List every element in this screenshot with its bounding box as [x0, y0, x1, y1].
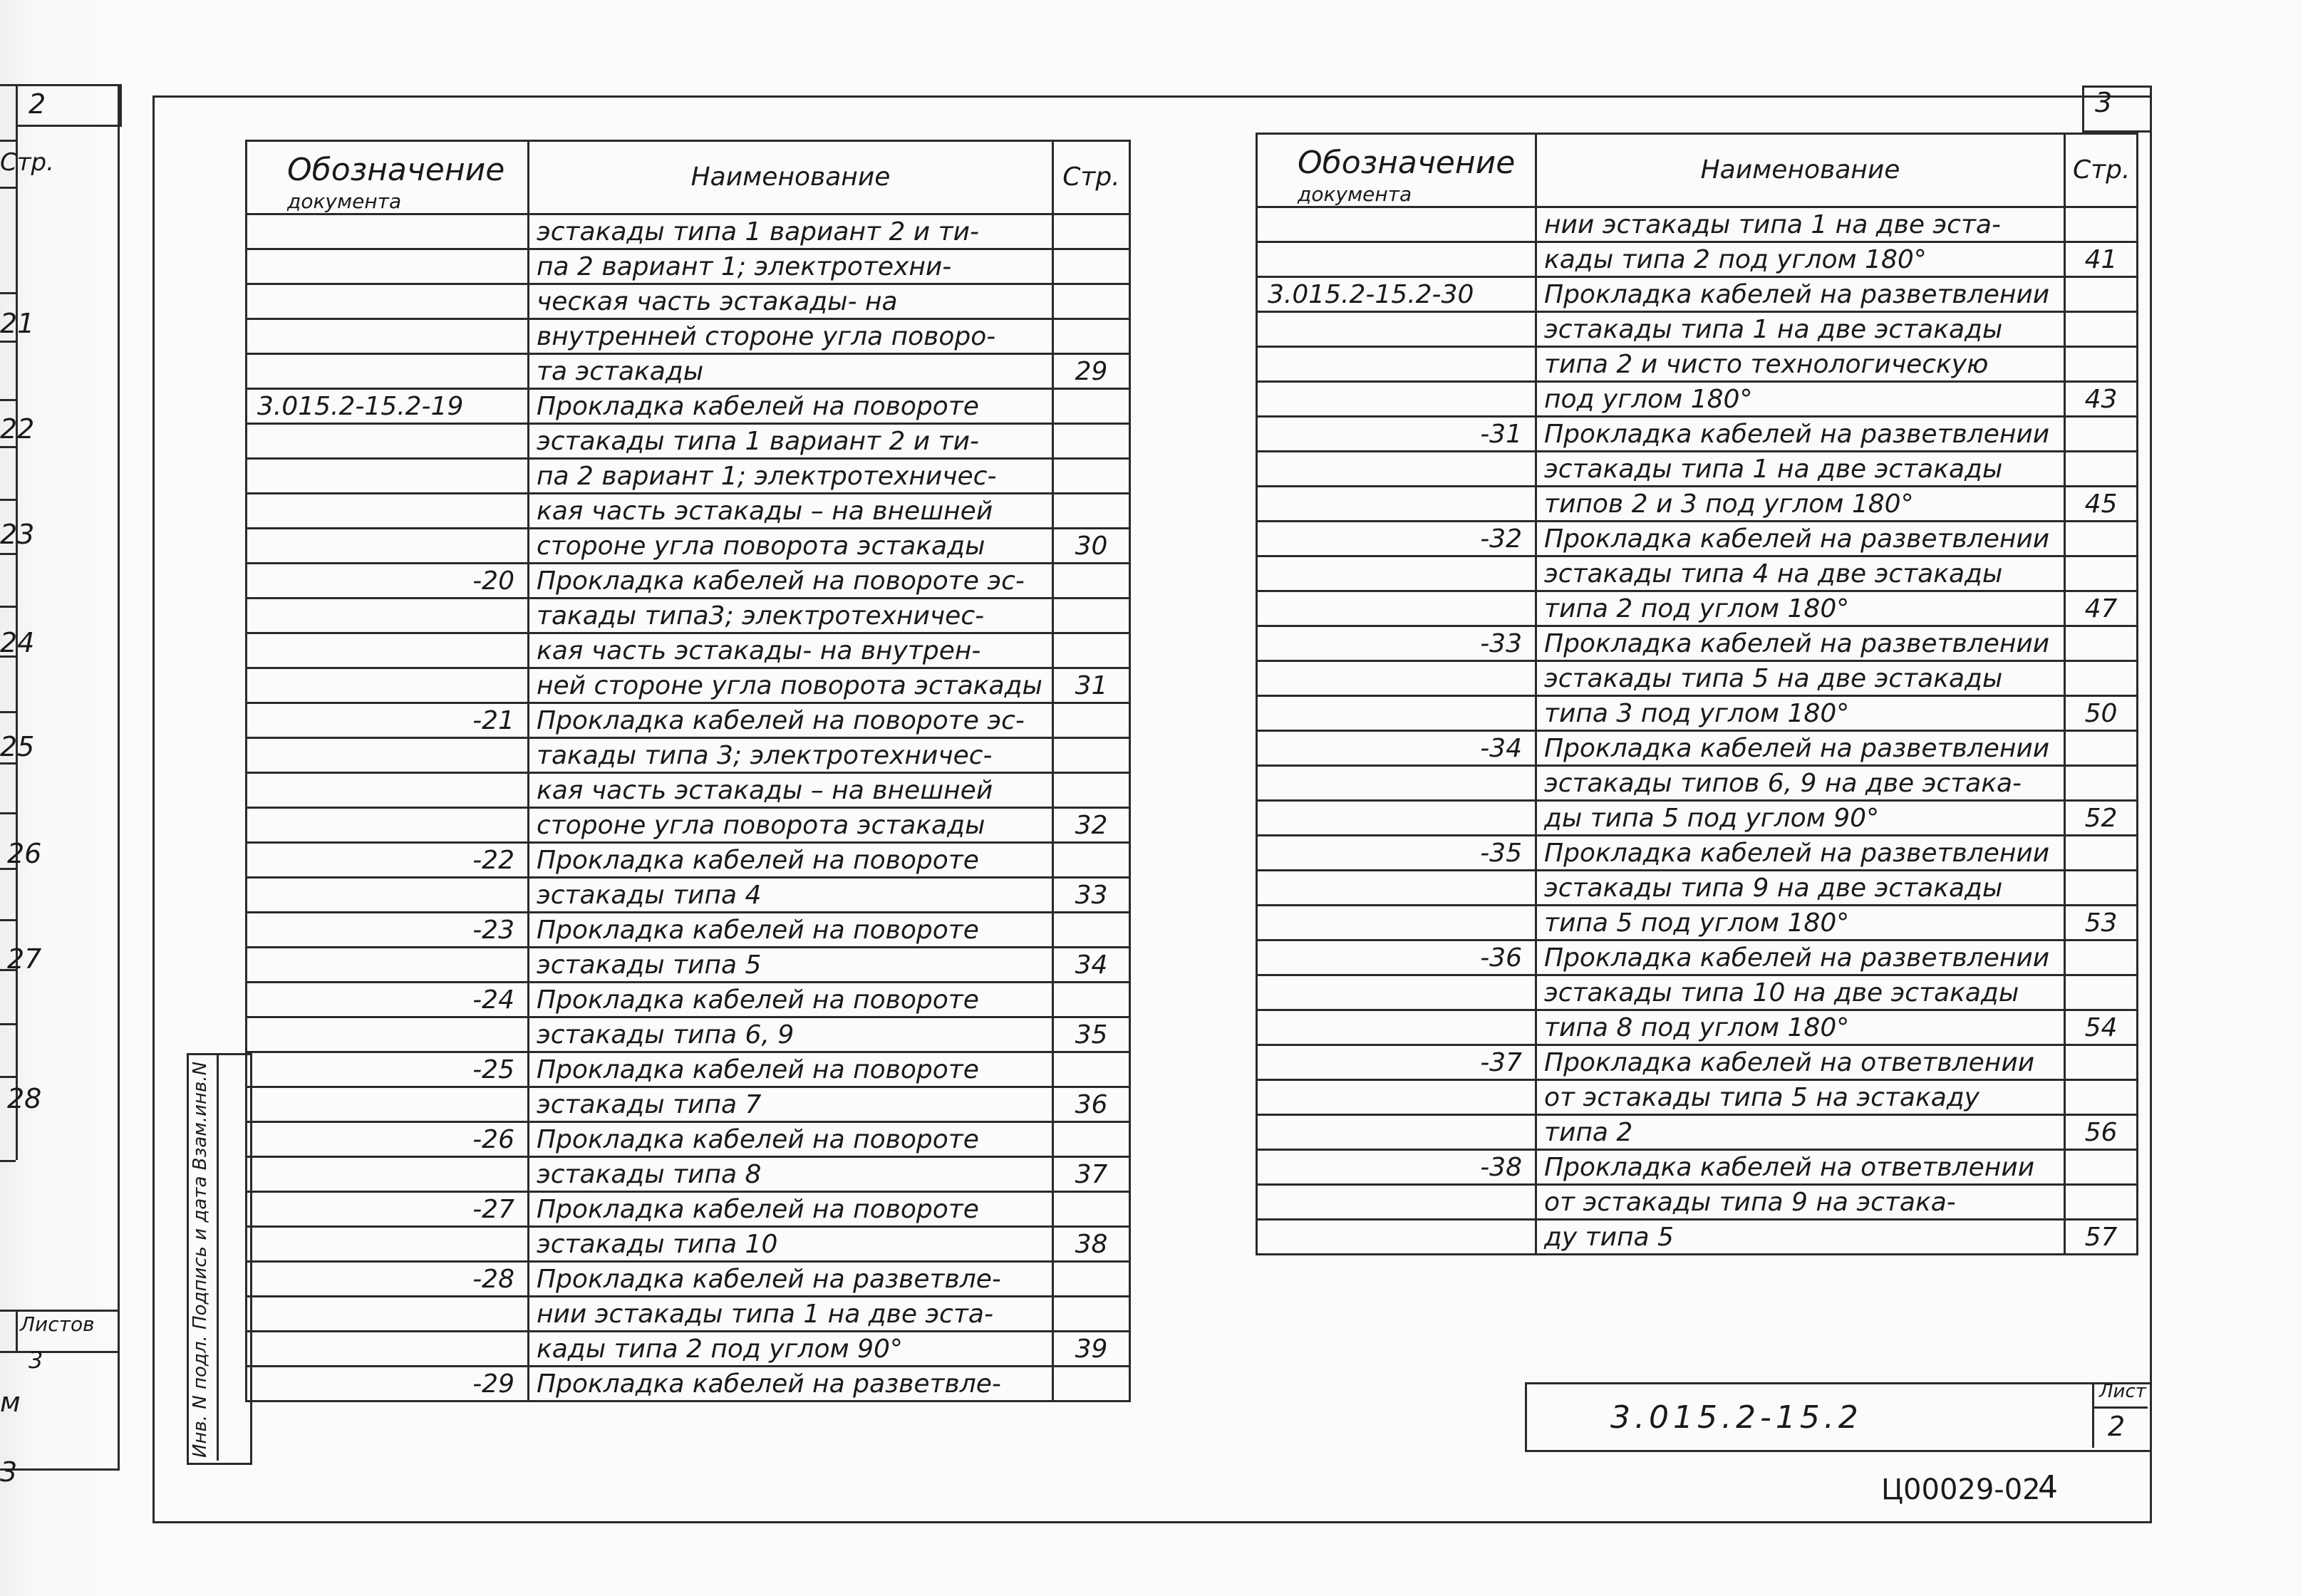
page-cell [2065, 1080, 2138, 1115]
page-cell: 54 [2065, 1010, 2138, 1045]
table-row [247, 319, 1130, 354]
previous-page-number: 27 [7, 943, 42, 975]
designation-cell: -24 [247, 983, 529, 1017]
page-cell [2065, 871, 2138, 906]
page-cell: 47 [2065, 591, 2138, 626]
name-cell: Прокладка кабелей на разветвлении [1536, 626, 2065, 661]
table-row [247, 529, 1130, 564]
designation-cell [1257, 1080, 1536, 1115]
designation-cell: -32 [1257, 522, 1536, 556]
table-row [247, 1227, 1130, 1262]
designation-cell: 3.015.2-15.2-30 [1257, 277, 1536, 312]
name-cell: эстакады типа 1 на две эстакады [1536, 312, 2065, 347]
name-cell: от эстакады типа 5 на эстакаду [1536, 1080, 2065, 1115]
page-cell [2065, 975, 2138, 1010]
name-cell: эстакады типа 7 [529, 1087, 1053, 1122]
designation-cell [247, 354, 529, 389]
archive-code: Ц00029-02 [1881, 1473, 2041, 1506]
page-cell [2065, 626, 2138, 661]
name-cell: Прокладка кабелей на разветвлении [1536, 940, 2065, 975]
designation-cell: -34 [1257, 731, 1536, 766]
table-row [1257, 871, 2138, 906]
name-cell: Прокладка кабелей на повороте эс- [529, 703, 1053, 738]
designation-cell [247, 249, 529, 284]
sheet-label: Лист [2099, 1381, 2146, 1402]
table-row [1257, 452, 2138, 487]
name-cell: эстакады типа 6, 9 [529, 1017, 1053, 1052]
sheets-count-value: 3 [29, 1347, 43, 1374]
table-row [1257, 242, 2138, 277]
table-row [1257, 1220, 2138, 1255]
page-cell [1053, 598, 1130, 633]
designation-cell [247, 494, 529, 529]
previous-title-fragment: м [0, 1387, 21, 1418]
page-cell: 39 [1053, 1332, 1130, 1367]
right-contents-table [1256, 133, 2138, 1255]
side-stamp-text: Инв. N подл. Подпись и дата Взам.инв.N [190, 1061, 211, 1458]
name-cell: ческая часть эстакады- на [529, 284, 1053, 319]
table-row [1257, 1010, 2138, 1045]
page-cell [2065, 207, 2138, 242]
previous-page-number: 26 [7, 838, 42, 869]
table-row [247, 424, 1130, 459]
designation-cell [247, 738, 529, 773]
name-cell: па 2 вариант 1; электротехничес- [529, 459, 1053, 494]
name-cell: нии эстакады типа 1 на две эста- [1536, 207, 2065, 242]
table-row [247, 1332, 1130, 1367]
name-cell: кая часть эстакады – на внешней [529, 773, 1053, 808]
table-row [1257, 696, 2138, 731]
page-cell: 34 [1053, 948, 1130, 983]
designation-cell [1257, 591, 1536, 626]
table-row [247, 389, 1130, 424]
document-code: 3.015.2-15.2 [1610, 1399, 1863, 1436]
archive-page: 4 [2038, 1469, 2058, 1506]
table-row [247, 354, 1130, 389]
name-cell: кады типа 2 под углом 180° [1536, 242, 2065, 277]
name-cell: типа 2 [1536, 1115, 2065, 1150]
page-cell: 32 [1053, 808, 1130, 843]
designation-cell: -23 [247, 913, 529, 948]
name-cell: типа 2 под углом 180° [1536, 591, 2065, 626]
name-cell: эстакады типа 1 вариант 2 и ти- [529, 214, 1053, 249]
page-cell [1053, 1052, 1130, 1087]
name-cell: эстакады типов 6, 9 на две эстака- [1536, 766, 2065, 801]
designation-cell [247, 1157, 529, 1192]
table-header-row [247, 141, 1130, 214]
name-cell: эстакады типа 5 на две эстакады [1536, 661, 2065, 696]
table-row [247, 1157, 1130, 1192]
table-row [247, 1122, 1130, 1157]
table-row [1257, 487, 2138, 522]
designation-cell [247, 529, 529, 564]
page-cell: 36 [1053, 1087, 1130, 1122]
designation-cell [247, 1087, 529, 1122]
page-cell [1053, 633, 1130, 668]
name-cell: Прокладка кабелей на разветвлении [1536, 836, 2065, 871]
table-row [1257, 1185, 2138, 1220]
designation-cell [1257, 1115, 1536, 1150]
page-cell [1053, 284, 1130, 319]
name-cell: эстакады типа 4 на две эстакады [1536, 556, 2065, 591]
designation-cell: -29 [247, 1367, 529, 1401]
table-row [247, 948, 1130, 983]
name-cell: кады типа 2 под углом 90° [529, 1332, 1053, 1367]
table-row [247, 843, 1130, 878]
page-cell [1053, 913, 1130, 948]
table-row [1257, 906, 2138, 940]
designation-cell: -28 [247, 1262, 529, 1297]
table-row [247, 808, 1130, 843]
page-cell [2065, 661, 2138, 696]
designation-cell [1257, 242, 1536, 277]
page-cell: 29 [1053, 354, 1130, 389]
name-cell: ды типа 5 под углом 90° [1536, 801, 2065, 836]
name-cell: Прокладка кабелей на разветвлении [1536, 277, 2065, 312]
designation-cell [1257, 207, 1536, 242]
table-header-row [1257, 134, 2138, 207]
designation-cell: -37 [1257, 1045, 1536, 1080]
page-cell [2065, 940, 2138, 975]
table-row [1257, 975, 2138, 1010]
name-cell: кая часть эстакады – на внешней [529, 494, 1053, 529]
page-cell: 43 [2065, 382, 2138, 417]
left-contents-table [245, 140, 1131, 1402]
previous-page-number: 21 [0, 308, 35, 339]
name-cell: стороне угла поворота эстакады [529, 529, 1053, 564]
designation-cell: -25 [247, 1052, 529, 1087]
page-cell: 35 [1053, 1017, 1130, 1052]
previous-sheet-number: 2 [29, 88, 46, 120]
designation-cell: -26 [247, 1122, 529, 1157]
table-row [247, 1052, 1130, 1087]
page-cell [1053, 1122, 1130, 1157]
table-row [247, 738, 1130, 773]
name-cell: такады типа 3; электротехничес- [529, 738, 1053, 773]
page-cell [1053, 1297, 1130, 1332]
page-cell [2065, 836, 2138, 871]
table-row [247, 913, 1130, 948]
table-row [247, 494, 1130, 529]
page-cell: 30 [1053, 529, 1130, 564]
page-cell: 45 [2065, 487, 2138, 522]
designation-cell [247, 319, 529, 354]
table-row [247, 1297, 1130, 1332]
previous-page-number: 22 [0, 413, 35, 445]
designation-cell [247, 633, 529, 668]
table-row [1257, 1115, 2138, 1150]
name-cell: Прокладка кабелей на ответвлении [1536, 1150, 2065, 1185]
designation-cell [247, 284, 529, 319]
table-row [247, 878, 1130, 913]
designation-cell [247, 1227, 529, 1262]
previous-page-number: 28 [7, 1083, 42, 1114]
designation-cell [247, 1017, 529, 1052]
table-row [247, 983, 1130, 1017]
name-cell: Прокладка кабелей на разветвле- [529, 1262, 1053, 1297]
designation-cell [247, 459, 529, 494]
name-cell: Прокладка кабелей на повороте [529, 1192, 1053, 1227]
page-header: Стр. [2065, 134, 2138, 207]
name-header: Наименование [529, 141, 1053, 214]
page-cell [2065, 522, 2138, 556]
name-cell: эстакады типа 1 на две эстакады [1536, 452, 2065, 487]
designation-cell: 3.015.2-15.2-19 [247, 389, 529, 424]
table-row [247, 1367, 1130, 1401]
page-cell [1053, 1192, 1130, 1227]
table-row [247, 249, 1130, 284]
table-row [1257, 1080, 2138, 1115]
designation-cell [247, 878, 529, 913]
designation-cell [1257, 1010, 1536, 1045]
table-row [1257, 591, 2138, 626]
name-cell: Прокладка кабелей на повороте [529, 389, 1053, 424]
designation-cell [1257, 1220, 1536, 1255]
designation-cell [247, 598, 529, 633]
page-cell [2065, 1045, 2138, 1080]
table-row [1257, 522, 2138, 556]
name-cell: ней стороне угла поворота эстакады [529, 668, 1053, 703]
page-cell [1053, 738, 1130, 773]
table-row [1257, 312, 2138, 347]
page-cell [2065, 1185, 2138, 1220]
previous-page-header: Стр. [0, 148, 54, 177]
page-cell [2065, 731, 2138, 766]
page-cell [2065, 1150, 2138, 1185]
name-cell: Прокладка кабелей на повороте [529, 913, 1053, 948]
table-row [1257, 801, 2138, 836]
table-row [247, 1192, 1130, 1227]
page-cell [2065, 766, 2138, 801]
page-cell [1053, 214, 1130, 249]
page-cell: 53 [2065, 906, 2138, 940]
designation-cell [1257, 661, 1536, 696]
table-row [1257, 347, 2138, 382]
page-cell [2065, 277, 2138, 312]
table-row [247, 633, 1130, 668]
designation-cell [1257, 696, 1536, 731]
table-row [1257, 207, 2138, 242]
previous-page-number: 24 [0, 627, 35, 658]
designation-cell [1257, 347, 1536, 382]
name-cell: Прокладка кабелей на разветвлении [1536, 731, 2065, 766]
designation-cell [247, 668, 529, 703]
designation-cell [1257, 906, 1536, 940]
name-cell: Прокладка кабелей на повороте [529, 843, 1053, 878]
name-cell: Прокладка кабелей на повороте [529, 1122, 1053, 1157]
page-cell [1053, 459, 1130, 494]
table-row [247, 1017, 1130, 1052]
name-cell: типов 2 и 3 под углом 180° [1536, 487, 2065, 522]
name-cell: под углом 180° [1536, 382, 2065, 417]
designation-cell: -31 [1257, 417, 1536, 452]
page-cell [2065, 556, 2138, 591]
page-cell [2065, 452, 2138, 487]
designation-cell [1257, 801, 1536, 836]
previous-title-fragment: 3 [0, 1456, 18, 1488]
name-cell: внутренней стороне угла поворо- [529, 319, 1053, 354]
page-cell: 41 [2065, 242, 2138, 277]
page-cell [1053, 389, 1130, 424]
page-cell [1053, 494, 1130, 529]
designation-cell [1257, 312, 1536, 347]
designation-cell [1257, 766, 1536, 801]
table-row [1257, 940, 2138, 975]
designation-cell: -38 [1257, 1150, 1536, 1185]
name-cell: эстакады типа 1 вариант 2 и ти- [529, 424, 1053, 459]
name-cell: типа 5 под углом 180° [1536, 906, 2065, 940]
designation-cell [247, 773, 529, 808]
page-cell: 56 [2065, 1115, 2138, 1150]
name-cell: па 2 вариант 1; электротехни- [529, 249, 1053, 284]
designation-cell: -36 [1257, 940, 1536, 975]
page-cell [1053, 1262, 1130, 1297]
page-cell [2065, 417, 2138, 452]
table-row [1257, 556, 2138, 591]
name-cell: эстакады типа 10 [529, 1227, 1053, 1262]
sheet-number-box [2082, 86, 2152, 133]
designation-cell: -33 [1257, 626, 1536, 661]
designation-cell [1257, 382, 1536, 417]
designation-cell [247, 214, 529, 249]
name-cell: стороне угла поворота эстакады [529, 808, 1053, 843]
table-row [247, 703, 1130, 738]
name-cell: типа 3 под углом 180° [1536, 696, 2065, 731]
designation-header: Обозначение документа [1257, 134, 1536, 207]
designation-cell: -27 [247, 1192, 529, 1227]
page-cell [1053, 703, 1130, 738]
page-cell: 31 [1053, 668, 1130, 703]
designation-cell: -20 [247, 564, 529, 598]
page-cell: 37 [1053, 1157, 1130, 1192]
page-cell [1053, 843, 1130, 878]
name-cell: эстакады типа 4 [529, 878, 1053, 913]
name-cell: Прокладка кабелей на ответвлении [1536, 1045, 2065, 1080]
sheet-number: 3 [2095, 87, 2113, 118]
table-row [247, 459, 1130, 494]
name-cell: Прокладка кабелей на повороте эс- [529, 564, 1053, 598]
name-cell: та эстакады [529, 354, 1053, 389]
table-row [1257, 1150, 2138, 1185]
designation-cell: -21 [247, 703, 529, 738]
name-cell: типа 2 и чисто технологическую [1536, 347, 2065, 382]
table-row [1257, 626, 2138, 661]
name-cell: Прокладка кабелей на разветвлении [1536, 417, 2065, 452]
page-header: Стр. [1053, 141, 1130, 214]
page-cell [2065, 347, 2138, 382]
page-cell: 52 [2065, 801, 2138, 836]
name-cell: такады типа3; электротехничес- [529, 598, 1053, 633]
table-row [1257, 1045, 2138, 1080]
table-row [247, 214, 1130, 249]
table-row [247, 773, 1130, 808]
name-cell: эстакады типа 8 [529, 1157, 1053, 1192]
designation-cell [1257, 487, 1536, 522]
table-row [1257, 731, 2138, 766]
name-cell: Прокладка кабелей на разветвле- [529, 1367, 1053, 1401]
name-cell: эстакады типа 10 на две эстакады [1536, 975, 2065, 1010]
designation-cell: -22 [247, 843, 529, 878]
designation-cell [1257, 556, 1536, 591]
designation-cell: -35 [1257, 836, 1536, 871]
table-row [247, 1087, 1130, 1122]
table-row [1257, 766, 2138, 801]
designation-cell [247, 424, 529, 459]
name-cell: Прокладка кабелей на разветвлении [1536, 522, 2065, 556]
table-row [247, 1262, 1130, 1297]
page-cell [2065, 312, 2138, 347]
designation-cell [1257, 1185, 1536, 1220]
table-row [1257, 661, 2138, 696]
page-cell: 38 [1053, 1227, 1130, 1262]
page-cell [1053, 249, 1130, 284]
name-cell: нии эстакады типа 1 на две эста- [529, 1297, 1053, 1332]
page-cell [1053, 424, 1130, 459]
table-row [247, 284, 1130, 319]
page-cell [1053, 773, 1130, 808]
table-row [1257, 277, 2138, 312]
page-cell: 50 [2065, 696, 2138, 731]
page-cell [1053, 319, 1130, 354]
table-row [1257, 417, 2138, 452]
name-cell: кая часть эстакады- на внутрен- [529, 633, 1053, 668]
page-cell [1053, 1367, 1130, 1401]
sheet-value: 2 [2108, 1411, 2126, 1442]
name-cell: Прокладка кабелей на повороте [529, 1052, 1053, 1087]
name-cell: Прокладка кабелей на повороте [529, 983, 1053, 1017]
page-cell: 57 [2065, 1220, 2138, 1255]
designation-cell [1257, 871, 1536, 906]
page-cell: 33 [1053, 878, 1130, 913]
designation-cell [247, 808, 529, 843]
designation-cell [1257, 975, 1536, 1010]
name-cell: от эстакады типа 9 на эстака- [1536, 1185, 2065, 1220]
table-row [247, 564, 1130, 598]
designation-cell [247, 948, 529, 983]
designation-cell [1257, 452, 1536, 487]
name-header: Наименование [1536, 134, 2065, 207]
name-cell: эстакады типа 9 на две эстакады [1536, 871, 2065, 906]
previous-page-number: 25 [0, 731, 35, 762]
table-row [1257, 382, 2138, 417]
name-cell: ду типа 5 [1536, 1220, 2065, 1255]
designation-header: Обозначение документа [247, 141, 529, 214]
page-cell [1053, 983, 1130, 1017]
designation-cell [247, 1297, 529, 1332]
name-cell: эстакады типа 5 [529, 948, 1053, 983]
page-cell [1053, 564, 1130, 598]
previous-page-number: 23 [0, 519, 35, 550]
sheets-count-label: Листов [20, 1312, 95, 1336]
table-row [247, 598, 1130, 633]
name-cell: типа 8 под углом 180° [1536, 1010, 2065, 1045]
designation-cell [247, 1332, 529, 1367]
table-row [1257, 836, 2138, 871]
table-row [247, 668, 1130, 703]
